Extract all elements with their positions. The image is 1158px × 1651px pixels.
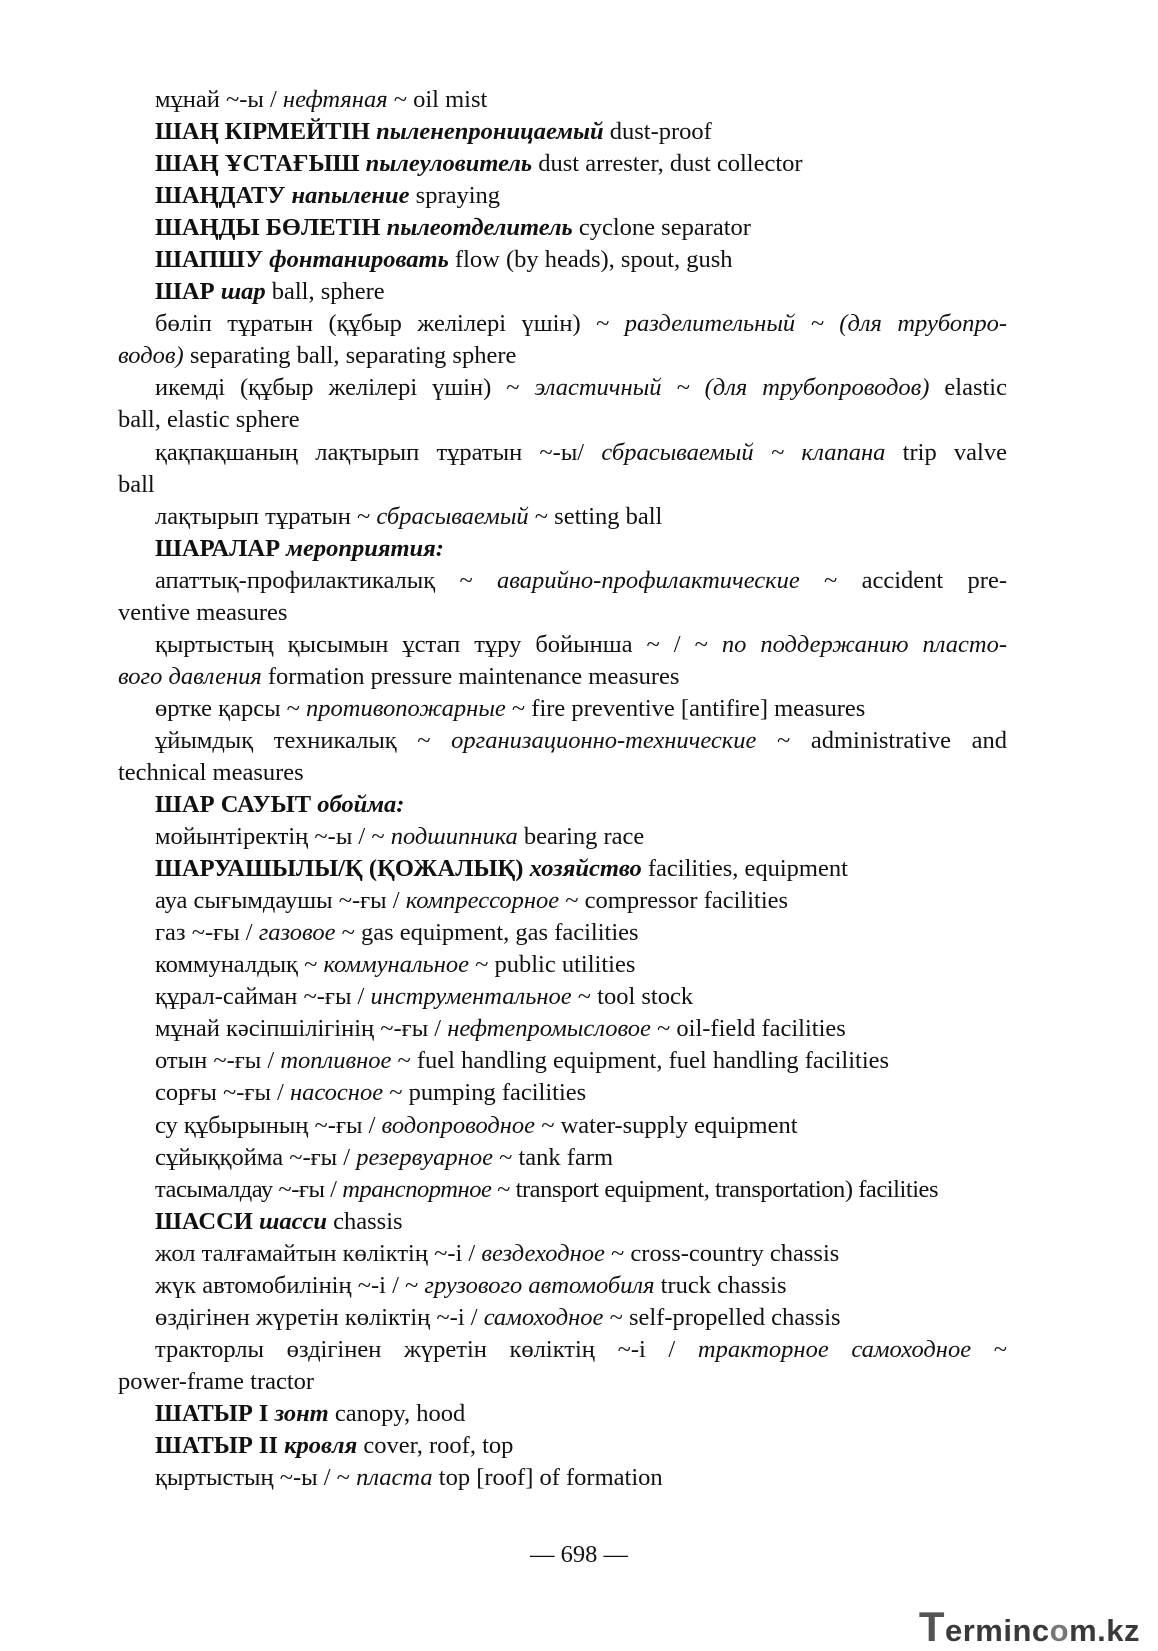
- entry-line: [118, 437, 1007, 469]
- entry-text: cover, roof, top: [357, 1431, 514, 1459]
- entry-line: [118, 212, 1007, 244]
- russian-term: топливное: [280, 1047, 392, 1075]
- russian-term: нефтепромысловое: [447, 1015, 651, 1043]
- entry-text: flow (by heads), spout, gush: [448, 246, 733, 274]
- russian-term: вездеходное: [481, 1239, 605, 1267]
- entry-text: бөліп тұратын (құбыр желілері үшін) ~: [155, 310, 625, 338]
- entry-text: ~ water-supply equipment: [535, 1111, 798, 1139]
- russian-term: насосное: [290, 1079, 384, 1107]
- entry-text: bearing race: [517, 823, 645, 851]
- entry-text: ~ tool stock: [571, 983, 694, 1011]
- entry-text: ұйымдық техникалық ~: [155, 726, 452, 754]
- entry-text: қыртыстың ~-ы / ~: [155, 1464, 357, 1492]
- entry-line: [118, 340, 1007, 372]
- entry-text: қыртыстың қысымын ұстап тұру бойынша ~ / ~: [155, 630, 722, 658]
- entry-line: [118, 917, 1007, 949]
- entry-text: ауа сығымдаушы ~-ғы /: [155, 887, 406, 915]
- headword: ШАҢДЫ БӨЛЕТІН: [155, 214, 387, 242]
- entry-text: жүк автомобилінің ~-і / ~: [155, 1271, 425, 1299]
- entry-line: [118, 1110, 1007, 1142]
- headword: ШАПШУ: [155, 246, 270, 274]
- entry-text: ventive measures: [118, 598, 288, 626]
- entry-line: [118, 372, 1007, 404]
- russian-headword: шар: [220, 278, 266, 306]
- entry-line: [118, 821, 1007, 853]
- russian-headword: фонтанировать: [269, 246, 449, 274]
- russian-term: водов): [118, 342, 184, 370]
- entry-line: [118, 597, 1007, 629]
- headword: ШАССИ: [155, 1207, 259, 1235]
- entry-text: dust-proof: [603, 118, 712, 146]
- russian-term: нефтяная: [282, 86, 388, 113]
- entry-line: [118, 1238, 1007, 1270]
- entry-line: [118, 981, 1007, 1013]
- watermark-logo: [919, 1603, 1140, 1651]
- entry-text: separating ball, separating sphere: [183, 342, 517, 370]
- entry-line: [118, 693, 1007, 725]
- entry-text: құрал-сайман ~-ғы /: [155, 983, 371, 1011]
- entry-line: [118, 1366, 1007, 1398]
- entry-text: ~ administrative and: [756, 726, 1007, 754]
- dictionary-entries: [118, 84, 1007, 1494]
- entry-line: [118, 629, 1007, 661]
- entry-text: formation pressure maintenance measures: [261, 662, 680, 690]
- russian-term: тракторное самоходное: [697, 1335, 972, 1363]
- headword: ШАҢДАТУ: [155, 182, 292, 210]
- entry-line: [118, 404, 1007, 436]
- watermark-suffix: m.kz: [1069, 1613, 1140, 1648]
- russian-term: грузового автомобиля: [424, 1271, 655, 1299]
- entry-line: [118, 244, 1007, 276]
- headword: ШАҢ КІРМЕЙТІН: [155, 118, 377, 146]
- entry-text: facilities, equipment: [641, 855, 848, 883]
- russian-term: организационно-технические: [451, 726, 757, 754]
- russian-headword: шасси: [258, 1207, 327, 1235]
- entry-text: chassis: [327, 1207, 403, 1235]
- entry-text: газ ~-ғы /: [155, 919, 259, 947]
- entry-text: technical measures: [118, 758, 304, 786]
- russian-headword: пылеуловитель: [365, 150, 533, 178]
- russian-term: вого давления: [118, 662, 262, 690]
- watermark-initial: T: [918, 1603, 945, 1650]
- entry-text: сұйыққойма ~-ғы /: [155, 1143, 357, 1171]
- entry-text: коммуналдық ~: [155, 951, 324, 979]
- entry-line: [118, 1013, 1007, 1045]
- russian-term: коммунальное: [323, 951, 469, 979]
- russian-term: резервуарное: [356, 1143, 493, 1171]
- russian-term: подшипника: [390, 823, 518, 851]
- russian-headword: кровля: [284, 1431, 358, 1459]
- entry-text: ~ setting ball: [528, 502, 663, 530]
- russian-headword: пыленепроницаемый: [376, 118, 604, 146]
- entry-line: [118, 661, 1007, 693]
- entry-text: cyclone separator: [572, 214, 751, 242]
- entry-text: canopy, hood: [328, 1399, 466, 1427]
- entry-text: ~ transport equipment, transportation) facilities: [491, 1175, 939, 1203]
- headword: ШАРУАШЫЛЫ/Қ (ҚОЖАЛЫҚ): [155, 855, 530, 883]
- russian-term: водопроводное: [381, 1111, 536, 1139]
- entry-text: ~ self-propelled chassis: [603, 1303, 841, 1331]
- entry-text: ~ oil mist: [387, 86, 488, 113]
- entry-text: тракторлы өздігінен жүретін көліктің ~-і /: [155, 1335, 698, 1363]
- russian-term: инструментальное: [370, 983, 572, 1011]
- entry-line: [118, 885, 1007, 917]
- entry-text: ~ fire preventive [antifire] measures: [505, 694, 866, 722]
- entry-text: су құбырының ~-ғы /: [155, 1111, 382, 1139]
- russian-term: аварийно-профилактические: [497, 566, 800, 594]
- entry-text: мойынтіректің ~-ы / ~: [155, 823, 391, 851]
- entry-text: икемді (құбыр желілері үшін) ~: [155, 374, 535, 402]
- entry-text: жол талғамайтын көліктің ~-і /: [155, 1239, 482, 1267]
- entry-text: ball, elastic sphere: [118, 406, 300, 434]
- entry-text: top [roof] of formation: [432, 1464, 663, 1492]
- entry-text: ~ tank farm: [492, 1143, 614, 1171]
- entry-text: ~ accident pre-: [799, 566, 1007, 594]
- entry-text: мұнай ~-ы /: [155, 86, 283, 113]
- entry-text: қақпақшаның лақтырып тұратын ~-ы/: [155, 438, 602, 466]
- entry-line: [118, 180, 1007, 212]
- russian-term: разделительный ~ (для трубопро-: [624, 310, 1007, 338]
- page-number: — 698 —: [530, 1541, 628, 1568]
- watermark-o: o: [1049, 1613, 1070, 1648]
- entry-line: [118, 949, 1007, 981]
- entry-line: [118, 533, 1007, 565]
- headword: ШАР: [155, 278, 221, 306]
- russian-term: по поддержанию пласто-: [721, 630, 1007, 658]
- russian-term: пласта: [356, 1464, 433, 1492]
- entry-text: truck chassis: [654, 1271, 787, 1299]
- entry-text: dust arrester, dust collector: [532, 150, 803, 178]
- entry-text: ball: [118, 470, 155, 498]
- russian-term: транспортное: [342, 1175, 492, 1203]
- entry-line: [118, 469, 1007, 501]
- entry-line: [118, 1398, 1007, 1430]
- entry-text: ball, sphere: [265, 278, 385, 306]
- entry-line: [118, 1462, 1007, 1494]
- entry-text: ~ oil-field facilities: [650, 1015, 846, 1043]
- entry-text: spraying: [409, 182, 501, 210]
- entry-text: тасымалдау ~-ғы /: [155, 1175, 343, 1203]
- entry-text: өртке қарсы ~: [155, 694, 307, 722]
- headword: ШАТЫР II: [155, 1431, 285, 1459]
- entry-line: [118, 757, 1007, 789]
- russian-term: самоходное: [483, 1303, 604, 1331]
- russian-headword: зонт: [274, 1399, 329, 1427]
- russian-headword: хозяйство: [529, 855, 642, 883]
- entry-line: [118, 1174, 1007, 1206]
- entry-text: ~ fuel handling equipment, fuel handling facilities: [391, 1047, 890, 1075]
- russian-term: эластичный ~ (для трубопроводов): [534, 374, 930, 402]
- entry-line: [118, 1045, 1007, 1077]
- entry-line: [118, 1270, 1007, 1302]
- entry-line: [118, 1077, 1007, 1109]
- entry-line: [118, 725, 1007, 757]
- russian-term: сбрасываемый ~ клапана: [601, 438, 886, 466]
- headword: ШАҢ ҰСТАҒЫШ: [155, 150, 366, 178]
- entry-text: ~ pumping facilities: [383, 1079, 587, 1107]
- headword: ШАРАЛАР: [155, 534, 287, 562]
- entry-line: [118, 501, 1007, 533]
- entry-text: сорғы ~-ғы /: [155, 1079, 290, 1107]
- headword: ШАТЫР I: [155, 1399, 275, 1427]
- entry-line: [118, 1334, 1007, 1366]
- entry-line: [118, 276, 1007, 308]
- entry-text: отын ~-ғы /: [155, 1047, 281, 1075]
- entry-line: [118, 308, 1007, 340]
- russian-headword: обойма:: [317, 791, 405, 819]
- russian-term: сбрасываемый: [376, 502, 529, 530]
- entry-line: [118, 853, 1007, 885]
- russian-term: компрессорное: [405, 887, 560, 915]
- entry-text: ~ gas equipment, gas facilities: [335, 919, 639, 947]
- entry-line: [118, 565, 1007, 597]
- watermark-text: erminc: [944, 1613, 1050, 1648]
- entry-text: лақтырып тұратын ~: [155, 502, 377, 530]
- entry-text: апаттық-профилактикалық ~: [155, 566, 498, 594]
- entry-line: [118, 1430, 1007, 1462]
- headword: ШАР САУЫТ: [155, 791, 318, 819]
- entry-line: [118, 1302, 1007, 1334]
- entry-line: [118, 84, 1007, 116]
- entry-text: өздігінен жүретін көліктің ~-і /: [155, 1303, 484, 1331]
- entry-text: ~: [971, 1335, 1007, 1363]
- entry-text: elastic: [929, 374, 1007, 402]
- entry-text: trip valve: [885, 438, 1007, 466]
- entry-line: [118, 116, 1007, 148]
- entry-line: [118, 789, 1007, 821]
- russian-headword: пылеотделитель: [386, 214, 573, 242]
- russian-term: противопожарные: [306, 694, 506, 722]
- entry-text: ~ compressor facilities: [559, 887, 789, 915]
- entry-text: мұнай кәсіпшілігінің ~-ғы /: [155, 1015, 448, 1043]
- entry-text: ~ cross-country chassis: [604, 1239, 840, 1267]
- russian-headword: напыление: [291, 182, 410, 210]
- russian-headword: мероприятия:: [286, 534, 444, 562]
- entry-text: power-frame tractor: [118, 1367, 315, 1395]
- entry-line: [118, 1142, 1007, 1174]
- entry-line: [118, 148, 1007, 180]
- entry-line: [118, 1206, 1007, 1238]
- entry-text: ~ public utilities: [468, 951, 636, 979]
- russian-term: газовое: [258, 919, 336, 947]
